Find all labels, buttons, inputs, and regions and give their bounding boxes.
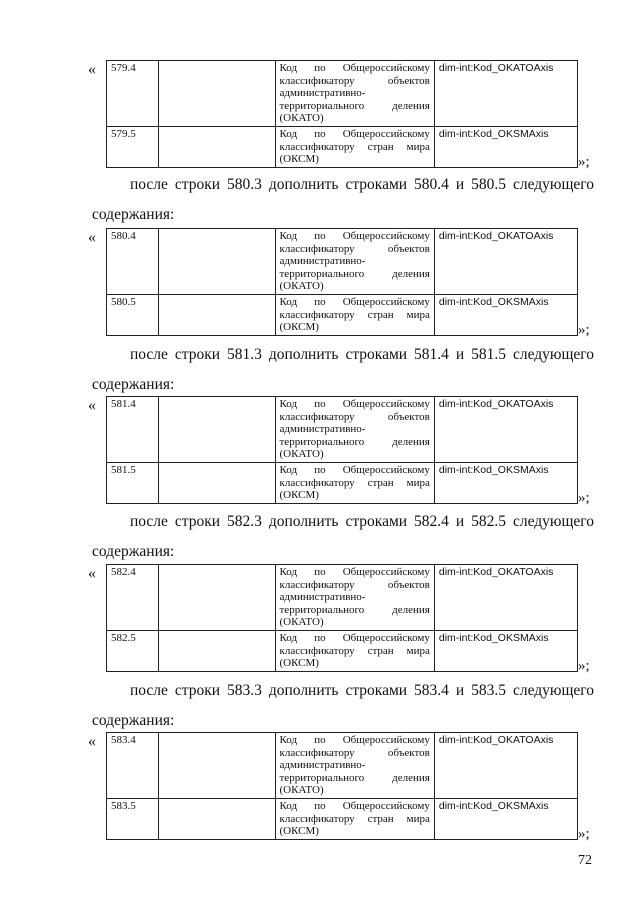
amendment-table bbox=[106, 228, 578, 336]
row-description: Код по Общероссийскому классификатору стран мира (ОКСМ) bbox=[275, 799, 434, 840]
row-dimension: dim-int:Kod_OKSMAxis bbox=[434, 799, 577, 840]
instruction-paragraph: после строки 581.3 дополнить строками 581.4 и 581.5 следующего bbox=[130, 346, 594, 363]
row-code: 583.5 bbox=[107, 799, 159, 840]
row-dimension: dim-int:Kod_OKSMAxis bbox=[434, 463, 577, 504]
row-description: Код по Общероссийскому классификатору объектов административно-территориального деления (ОКАТО) bbox=[275, 229, 434, 295]
row-code: 582.4 bbox=[107, 565, 159, 631]
row-code: 581.4 bbox=[107, 397, 159, 463]
table-row bbox=[107, 799, 578, 840]
closing-quote: »; bbox=[578, 322, 590, 338]
row-dimension: dim-int:Kod_OKATOAxis bbox=[434, 229, 577, 295]
row-code: 583.4 bbox=[107, 733, 159, 799]
table-row bbox=[107, 295, 578, 336]
empty-cell bbox=[158, 397, 275, 463]
table-row bbox=[107, 397, 578, 463]
row-description: Код по Общероссийскому классификатору стран мира (ОКСМ) bbox=[275, 463, 434, 504]
empty-cell bbox=[158, 733, 275, 799]
table-row bbox=[107, 631, 578, 672]
empty-cell bbox=[158, 631, 275, 672]
page-number: 72 bbox=[578, 853, 592, 868]
opening-quote: « bbox=[88, 565, 96, 582]
amendment-table bbox=[106, 60, 578, 168]
row-dimension: dim-int:Kod_OKSMAxis bbox=[434, 127, 577, 168]
row-code: 580.5 bbox=[107, 295, 159, 336]
instruction-paragraph: после строки 583.3 дополнить строками 583.4 и 583.5 следующего bbox=[130, 682, 594, 699]
opening-quote: « bbox=[88, 229, 96, 246]
amendment-table bbox=[106, 732, 578, 840]
instruction-continuation: содержания: bbox=[92, 376, 175, 393]
row-code: 579.5 bbox=[107, 127, 159, 168]
table-row bbox=[107, 565, 578, 631]
empty-cell bbox=[158, 61, 275, 127]
empty-cell bbox=[158, 295, 275, 336]
row-description: Код по Общероссийскому классификатору объектов административно-территориального деления (ОКАТО) bbox=[275, 397, 434, 463]
amendment-table bbox=[106, 396, 578, 504]
row-dimension: dim-int:Kod_OKATOAxis bbox=[434, 733, 577, 799]
amendment-table bbox=[106, 564, 578, 672]
instruction-paragraph: после строки 582.3 дополнить строками 582.4 и 582.5 следующего bbox=[130, 513, 594, 530]
instruction-continuation: содержания: bbox=[92, 206, 175, 223]
opening-quote: « bbox=[88, 61, 96, 78]
table-row bbox=[107, 463, 578, 504]
table-row bbox=[107, 229, 578, 295]
closing-quote: »; bbox=[578, 154, 590, 170]
closing-quote: »; bbox=[578, 490, 590, 506]
closing-quote: »; bbox=[578, 826, 590, 842]
row-dimension: dim-int:Kod_OKSMAxis bbox=[434, 631, 577, 672]
closing-quote: »; bbox=[578, 658, 590, 674]
empty-cell bbox=[158, 463, 275, 504]
table-row bbox=[107, 733, 578, 799]
row-description: Код по Общероссийскому классификатору стран мира (ОКСМ) bbox=[275, 631, 434, 672]
row-dimension: dim-int:Kod_OKSMAxis bbox=[434, 295, 577, 336]
row-description: Код по Общероссийскому классификатору объектов административно-территориального деления (ОКАТО) bbox=[275, 61, 434, 127]
row-code: 580.4 bbox=[107, 229, 159, 295]
row-code: 582.5 bbox=[107, 631, 159, 672]
empty-cell bbox=[158, 799, 275, 840]
row-description: Код по Общероссийскому классификатору стран мира (ОКСМ) bbox=[275, 295, 434, 336]
instruction-continuation: содержания: bbox=[92, 543, 175, 560]
row-dimension: dim-int:Kod_OKATOAxis bbox=[434, 397, 577, 463]
empty-cell bbox=[158, 229, 275, 295]
row-code: 581.5 bbox=[107, 463, 159, 504]
instruction-continuation: содержания: bbox=[92, 712, 175, 729]
empty-cell bbox=[158, 127, 275, 168]
opening-quote: « bbox=[88, 397, 96, 414]
instruction-paragraph: после строки 580.3 дополнить строками 580.4 и 580.5 следующего bbox=[130, 176, 594, 193]
row-description: Код по Общероссийскому классификатору объектов административно-территориального деления (ОКАТО) bbox=[275, 733, 434, 799]
table-row bbox=[107, 127, 578, 168]
row-description: Код по Общероссийскому классификатору стран мира (ОКСМ) bbox=[275, 127, 434, 168]
table-row bbox=[107, 61, 578, 127]
opening-quote: « bbox=[88, 733, 96, 750]
row-dimension: dim-int:Kod_OKATOAxis bbox=[434, 61, 577, 127]
empty-cell bbox=[158, 565, 275, 631]
row-dimension: dim-int:Kod_OKATOAxis bbox=[434, 565, 577, 631]
row-description: Код по Общероссийскому классификатору объектов административно-территориального деления (ОКАТО) bbox=[275, 565, 434, 631]
row-code: 579.4 bbox=[107, 61, 159, 127]
